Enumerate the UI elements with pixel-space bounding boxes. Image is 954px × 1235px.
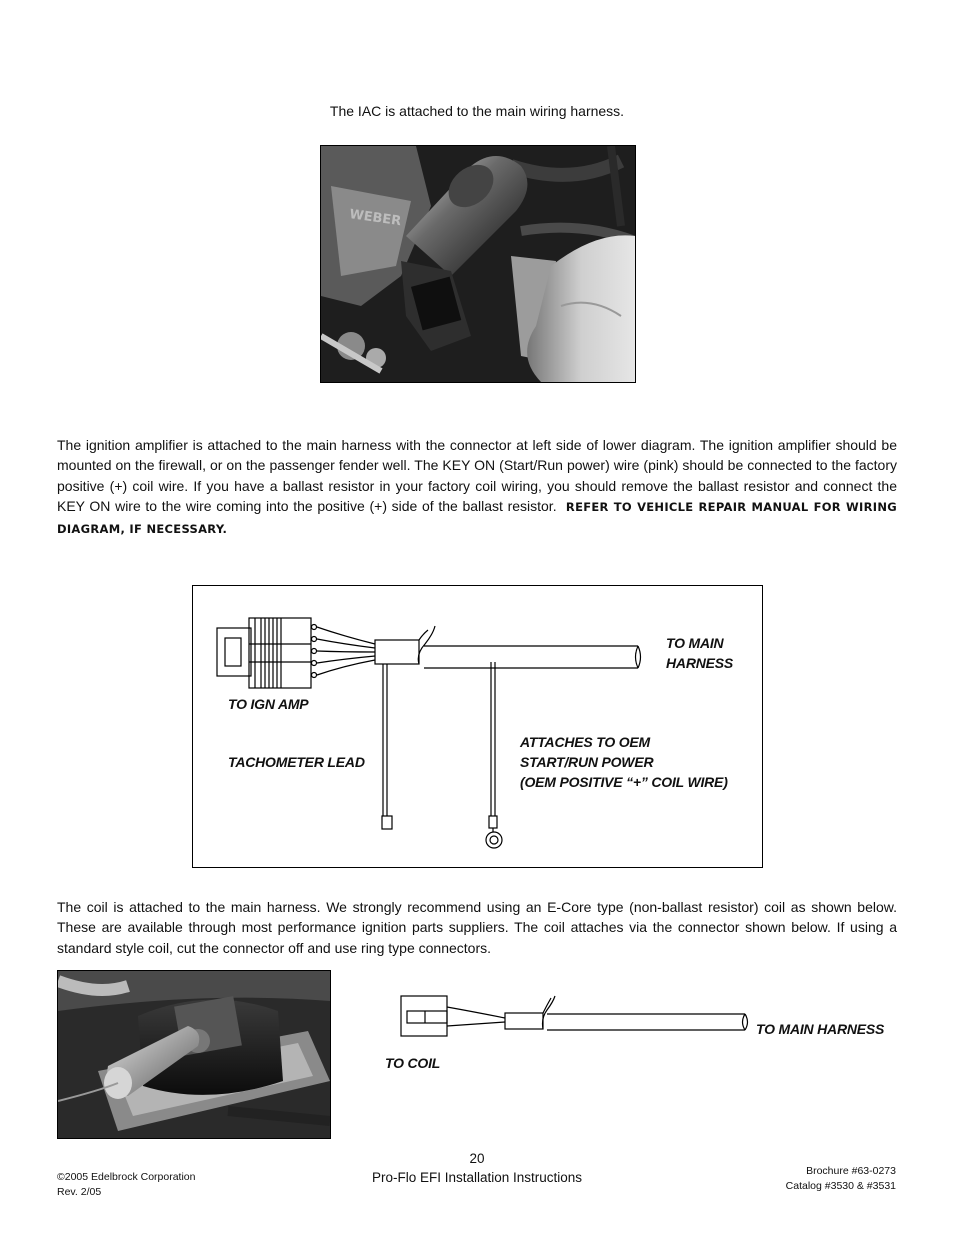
oem-power-line1: ATTACHES TO OEM	[520, 734, 651, 750]
document-title: Pro-Flo EFI Installation Instructions	[371, 1170, 583, 1185]
ignition-paragraph-text: The ignition amplifier is attached to the main harness with the connector at left side of lower diagram. The ignition amplifier should be mounted on the firewall, or on the passenger fender well. The KEY ON (Start/Run power) wire (pink) should be connected to the factory positive (+) coil wire. If you have a ballast resistor in your factory coil wiring, you should remove the ballast resistor and connect the KEY ON wire to the wire coming into the positive (+) side of the ballast resistor.	[57, 437, 897, 515]
brochure-number: Brochure #63-0273	[806, 1165, 896, 1177]
revision: Rev. 2/05	[57, 1186, 102, 1198]
ign-amp-diagram	[192, 585, 763, 868]
iac-caption: The IAC is attached to the main wiring harness.	[329, 103, 625, 119]
repair-manual-note: REFER TO VEHICLE REPAIR MANUAL FOR WIRING DIAGRAM, IF NECESSARY.	[57, 500, 897, 536]
copyright: ©2005 Edelbrock Corporation	[57, 1171, 196, 1183]
tach-lead-terminal	[382, 816, 392, 829]
iac-photo	[320, 145, 636, 383]
to-ign-amp-label: TO IGN AMP	[228, 696, 309, 712]
to-main-harness-line2: HARNESS	[666, 655, 734, 671]
footer-right	[786, 1164, 896, 1194]
to-main-harness-line1: TO MAIN	[666, 635, 724, 651]
coil-connector-housing	[401, 996, 447, 1036]
coil-photo	[57, 970, 331, 1139]
coil-paragraph: The coil is attached to the main harness. We strongly recommend using an E-Core type (non-ballast resistor) coil as shown below. These are available through most performance ignition parts suppliers. The coil attaches via the connector shown below. If using a standard style coil, cut the connector off and use ring type connectors.	[57, 899, 897, 956]
ign-amp-wiring-drawing	[193, 586, 762, 867]
page-number: 20	[469, 1151, 485, 1166]
coil-connector-drawing	[395, 990, 755, 1040]
oem-power-label	[520, 732, 728, 792]
oem-power-line2: START/RUN POWER	[520, 754, 654, 770]
weber-text: WEBER	[348, 207, 403, 230]
ring-terminal	[486, 832, 502, 848]
oem-power-line3: (OEM POSITIVE “+” COIL WIRE)	[520, 774, 728, 790]
footer-left	[57, 1170, 195, 1200]
catalog-number: Catalog #3530 & #3531	[785, 1180, 896, 1192]
ignition-paragraph	[57, 435, 897, 539]
ign-amp-connector-tab	[217, 628, 251, 676]
to-coil-label: TO COIL	[385, 1055, 441, 1071]
to-main-harness-label	[666, 633, 733, 673]
coil-to-main-harness-label: TO MAIN HARNESS	[756, 1021, 885, 1037]
tachometer-lead-label: TACHOMETER LEAD	[228, 754, 365, 770]
